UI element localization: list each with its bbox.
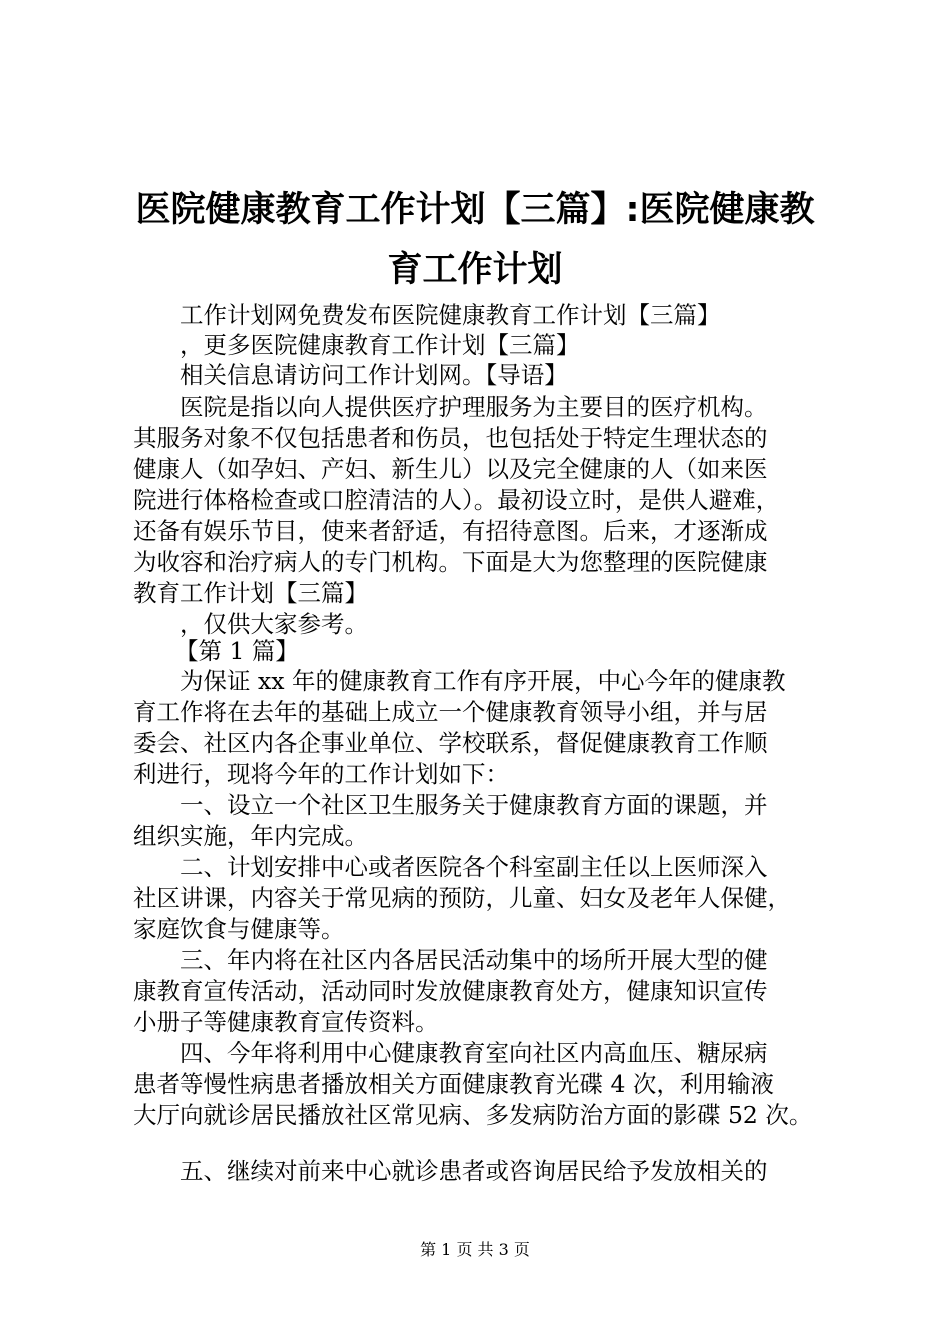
body-line: 社区讲课，内容关于常见病的预防，儿童、妇女及老年人保健， [133, 884, 791, 912]
body-line: 健康人（如孕妇、产妇、新生儿）以及完全健康的人（如来医 [133, 455, 768, 483]
body-line: 还备有娱乐节目，使来者舒适，有招待意图。后来，才逐渐成 [133, 517, 768, 545]
body-line: 为收容和治疗病人的专门机构。下面是大为您整理的医院健康 [133, 548, 768, 576]
body-line: 患者等慢性病患者播放相关方面健康教育光碟 4 次，利用输液 [133, 1070, 774, 1098]
body-line: 委会、社区内各企事业单位、学校联系，督促健康教育工作顺 [133, 729, 768, 757]
body-line: 康教育宣传活动，活动同时发放健康教育处方，健康知识宣传 [133, 977, 768, 1005]
body-line: 其服务对象不仅包括患者和伤员，也包括处于特定生理状态的 [133, 424, 768, 452]
body-line: 二、计划安排中心或者医院各个科室副主任以上医师深入 [180, 853, 768, 881]
body-line: 一、设立一个社区卫生服务关于健康教育方面的课题，并 [180, 791, 768, 819]
body-line: 利进行，现将今年的工作计划如下： [133, 760, 509, 788]
body-line: 组织实施，年内完成。 [133, 822, 368, 850]
body-line: 相关信息请访问工作计划网。【导语】 [180, 361, 568, 389]
body-line: 大厅向就诊居民播放社区常见病、多发病防治方面的影碟 52 次。 [133, 1101, 813, 1129]
page-footer: 第 1 页 共 3 页 [420, 1240, 530, 1259]
body-line: 育工作将在去年的基础上成立一个健康教育领导小组，并与居 [133, 698, 768, 726]
document-title-line-2: 育工作计划 [387, 250, 563, 290]
body-line: 五、继续对前来中心就诊患者或咨询居民给予发放相关的 [180, 1157, 768, 1185]
body-line: 四、今年将利用中心健康教育室向社区内高血压、糖尿病 [180, 1039, 768, 1067]
body-line: ，仅供大家参考。 [180, 610, 368, 638]
body-line: 工作计划网免费发布医院健康教育工作计划【三篇】 [180, 301, 721, 329]
body-line: 为保证 xx 年的健康教育工作有序开展，中心今年的健康教 [180, 667, 786, 695]
document-title-line-1: 医院健康教育工作计划【三篇】:医院健康教 [135, 190, 815, 230]
body-line: 小册子等健康教育宣传资料。 [133, 1008, 439, 1036]
body-line: 三、年内将在社区内各居民活动集中的场所开展大型的健 [180, 946, 768, 974]
body-line: 家庭饮食与健康等。 [133, 915, 345, 943]
body-line: 医院是指以向人提供医疗护理服务为主要目的医疗机构。 [180, 393, 768, 421]
body-line: 教育工作计划【三篇】 [133, 579, 368, 607]
body-line: ，更多医院健康教育工作计划【三篇】 [180, 331, 580, 359]
section-heading: 【第 1 篇】 [175, 637, 299, 665]
body-line: 院进行体格检查或口腔清洁的人）。最初设立时，是供人避难， [133, 486, 780, 514]
